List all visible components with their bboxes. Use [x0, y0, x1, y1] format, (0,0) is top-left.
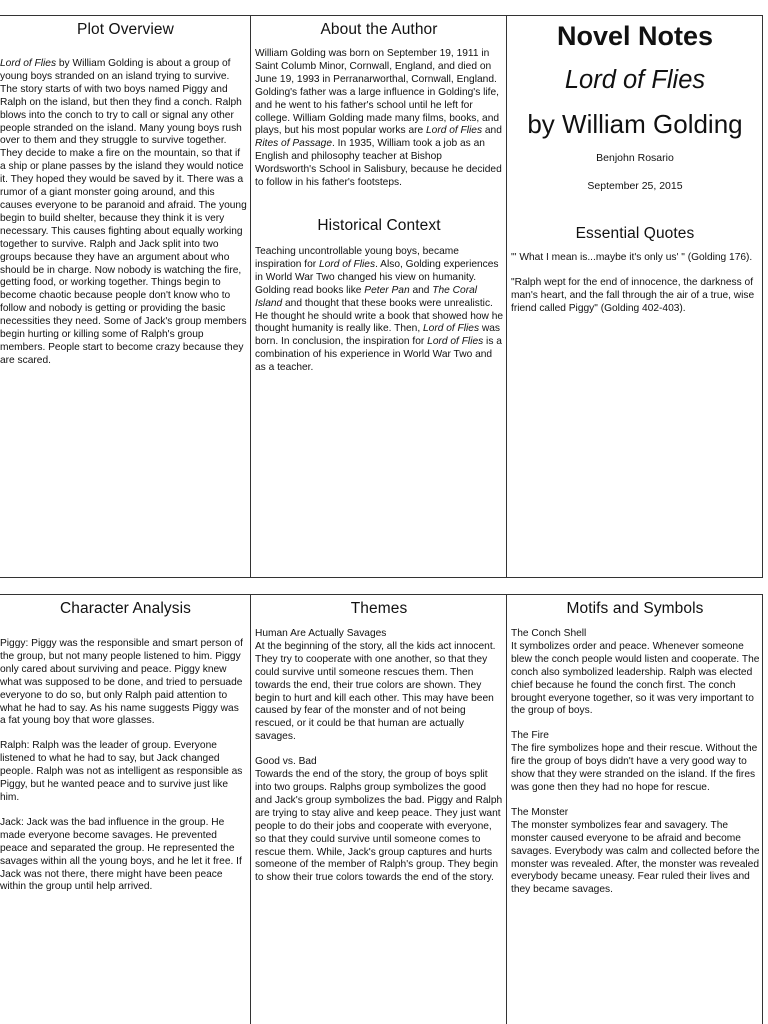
motif-title: The Monster — [511, 806, 569, 818]
notes-author: Benjohn Rosario — [596, 152, 674, 164]
historical-context-text-part: was born. In conclusion, the inspiration for — [255, 323, 501, 348]
theme-item — [255, 756, 505, 885]
historical-context-text-part: and thought that these books were unrealistic. He thought he should write a book that showed how he thought humanity is really like. Then, — [255, 297, 504, 335]
themes-panel — [251, 594, 507, 1024]
historical-context-work-title: Lord of Flies — [319, 258, 376, 270]
motif-item — [511, 628, 761, 718]
historical-context-text-part: is a combination of his experience in World War Two and as a teacher. — [255, 336, 502, 374]
historical-context-work-title: Peter Pan — [364, 284, 410, 296]
motif-body: It symbolizes order and peace. Whenever someone blew the conch people would listen and cooperate. The conch also symbolized leadership. Ralph was elected chief because he found the conch first. The conch brought everyone together, so it was very important to the group of boys. — [511, 640, 760, 717]
character-analysis-heading: Character Analysis — [59, 600, 192, 617]
character-analysis-panel — [0, 594, 251, 1024]
historical-context-text — [251, 246, 507, 375]
themes-heading: Themes — [350, 600, 408, 617]
motifs-symbols-text — [507, 628, 763, 897]
theme-title: Good vs. Bad — [255, 756, 317, 768]
novel-byline: by William Golding — [527, 109, 743, 139]
character-paragraph-jack: Jack: Jack was the bad influence in the group. He made everyone become savages. He prevented peace and separated the group. He represented the savages within all the young boys, and he let it free. If Jack was not there, there might have been peace within the group until help arrived. — [0, 816, 242, 893]
themes-text — [251, 628, 507, 885]
about-author-text — [251, 48, 507, 190]
plot-overview-text — [0, 58, 251, 368]
plot-overview-panel — [0, 15, 251, 578]
essential-quotes-heading: Essential Quotes — [575, 225, 695, 242]
motif-item — [511, 807, 761, 897]
plot-overview-novel-title: Lord of Flies — [0, 58, 57, 69]
about-author-text-part: William Golding was born on September 19, 1911 in Saint Columb Minor, Cornwall, England, and died on June 19, 1993 in Perranarworthal, Cornwall, England. Golding's father was a large influence in Golding's life, and he went to his father's school until he left for college. William Golding made many films, books, and plays, but his most popular works are — [255, 48, 500, 137]
notes-date: September 25, 2015 — [587, 180, 683, 192]
motif-body: The monster symbolizes fear and savagery. The monster caused everyone to be afraid and become savages. Everybody was calm and collected before the monster was revealed. After, the monster was revealed everybody became uneasy. Fear ruled their lives and they became savages. — [511, 819, 760, 896]
motif-item — [511, 730, 761, 795]
historical-context-work-title: Lord of Flies — [427, 336, 484, 348]
motif-title: The Fire — [511, 730, 549, 742]
about-author-panel — [251, 15, 507, 578]
motifs-symbols-panel — [507, 594, 763, 1024]
essential-quotes-list — [507, 252, 763, 316]
novel-notes-title: Novel Notes — [556, 21, 714, 51]
historical-context-work-title: The Coral Island — [255, 284, 478, 309]
theme-body: Towards the end of the story, the group of boys split into two groups. Ralphs group symbolizes the good and Jack's group symbolizes the bad. Piggy and Ralph are trying to stay alive and keep peace. They just want people to do their jobs and cooperate with everyone, so that they could survive until someone comes to rescue them. While, Jack's group captures and hurts someone of the member of Ralph's group. They begin to show their true colors towards the end of the story. — [255, 769, 503, 884]
theme-title: Human Are Actually Savages — [255, 628, 387, 639]
historical-context-work-title: Lord of Flies — [423, 323, 480, 335]
historical-context-text-part: and — [409, 284, 433, 296]
motifs-symbols-heading: Motifs and Symbols — [566, 600, 704, 617]
character-paragraph-piggy: Piggy: Piggy was the responsible and smart person of the group, but not many people listened to him. Piggy only cared about surviving and peace. Piggy knew what was supposed to be done, and tried to persuade everyone to do so, but only Ralph paid attention to what he had to say. As his name suggests Piggy was a fat young boy that wore glasses. — [0, 638, 243, 727]
about-author-work-title: Rites of Passage — [255, 138, 333, 150]
novel-title: Lord of Flies — [564, 66, 706, 94]
motif-title: The Conch Shell — [511, 628, 587, 639]
about-author-text-part: and — [482, 125, 502, 137]
historical-context-text-part: . Also, Golding experiences in World War Two changed his view on humanity. Golding read books like — [255, 258, 499, 296]
character-paragraph-ralph: Ralph: Ralph was the leader of group. Everyone listened to what he had to say, but Jack changed people. Ralph was not as intelligent as responsible as Piggy, but he wanted peace and to survive just like him. — [0, 740, 243, 803]
novel-notes-panel — [507, 15, 763, 578]
historical-context-text-part: Teaching uncontrollable young boys, became inspiration for — [255, 245, 459, 270]
character-analysis-text — [0, 638, 251, 894]
theme-item — [255, 628, 505, 744]
theme-body: At the beginning of the story, all the kids act innocent. They try to cooperate with one another, so that they could survive until someone rescues them. Then towards the end, their true colors are shown. They begin to hurt and kill each other. This may have been caused by fear of the monster and of not being rescued, or it could be that human are actually savages. — [255, 640, 496, 743]
about-author-work-title: Lord of Flies — [426, 125, 483, 137]
quote-item: "Ralph wept for the end of innocence, the darkness of man's heart, and the fall through the air of a true, wise friend called Piggy" (Golding 402-403). — [511, 276, 755, 314]
historical-context-heading: Historical Context — [317, 216, 441, 234]
quote-item: "' What I mean is...maybe it's only us' " (Golding 176). — [511, 252, 753, 263]
plot-overview-heading: Plot Overview — [77, 21, 174, 38]
plot-overview-body: by William Golding is about a group of young boys stranded on an island trying to survive. The story starts of with two boys named Piggy and Ralph on the island, but then they find a conch. Ralph blows into the conch to try to call or signal any other people stranded on the island. Many young boys rush over to them and they struggle to survive together. They decide to make a fire on the mountain, so that if a ship or plane passes by the island they would notice it. They hoped they would be saved by it. There was a rumor of a giant monster going around, and this causes everyone to be paranoid and afraid. The young begin to build shelter, because they think it is very necessary. This causes fighting about equally working together to survive. Ralph and Jack split into two groups because they have an argument about who should be in charge. Now nobody is watching the fire, getting food, or working together. Things begin to become chaotic because people don't know who to follow and nobody is getting or providing the basic necessities they need. Some of Jack's group members begin hurting or killing some of Ralph's group members. People start to become crazy because they are scared. — [0, 58, 247, 366]
about-author-heading: About the Author — [320, 21, 438, 38]
motif-body: The fire symbolizes hope and their rescue. Without the fire the group of boys didn't have a very good way to show that they were stranded on the island. If the fires was gone then they had no hope for rescue. — [511, 743, 758, 793]
about-author-text-part: . In 1935, William took a job as an English and philosophy teacher at Bishop Wordsworth's School in Salisbury, because he decided to follow in his father's footsteps. — [255, 138, 502, 189]
